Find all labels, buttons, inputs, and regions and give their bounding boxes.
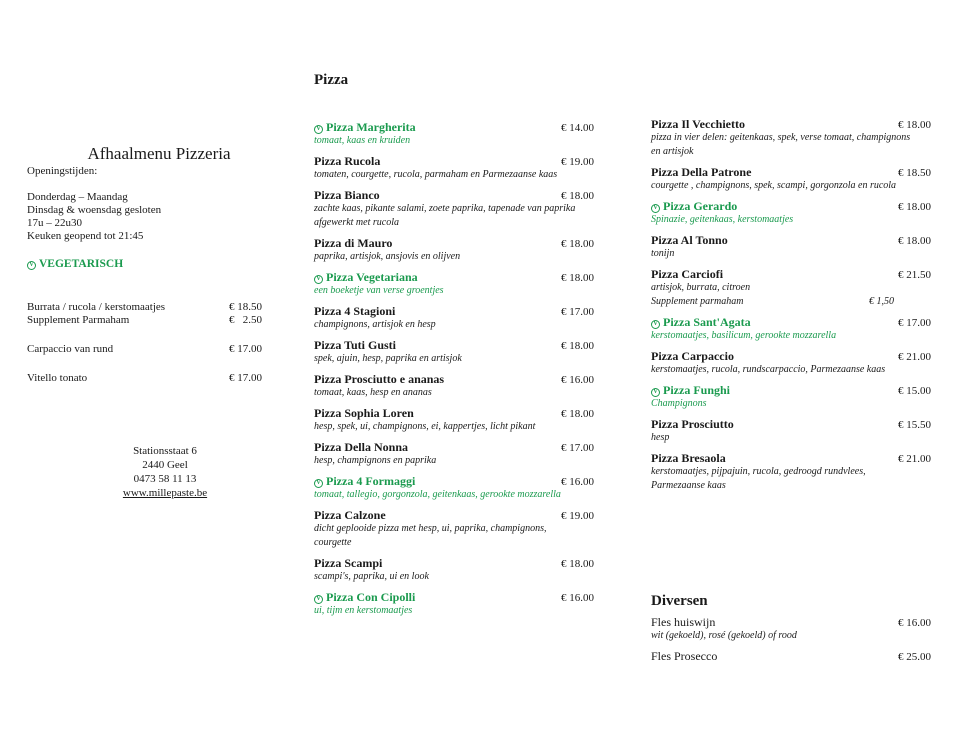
item-price: € 18.00 [561, 190, 594, 202]
item-price: € 18.00 [561, 558, 594, 570]
item-description: spek, ajuin, hesp, paprika en artisjok [314, 353, 462, 364]
item-price: € 18.00 [898, 119, 931, 131]
supplement-line: Supplement parmaham € 1,50 [651, 296, 894, 307]
vegetarian-icon: V [27, 261, 36, 270]
item-name: V Pizza Margherita [314, 120, 416, 134]
menu-item: Fles Prosecco € 25.00 [651, 649, 931, 663]
item-price: € 21.00 [898, 453, 931, 465]
item-name: Pizza Prosciutto e ananas [314, 372, 445, 386]
item-name: Pizza Bianco [314, 188, 380, 202]
item-description: kerstomaatjes, pijpajuin, rucola, gedroogd rundvlees, Parmezaanse kaas [651, 466, 866, 491]
item-price: € 18.00 [898, 201, 931, 213]
item-price: € 19.00 [561, 510, 594, 522]
phone: 0473 58 11 13 [133, 473, 197, 485]
item-description: ui, tijm en kerstomaatjes [314, 605, 413, 616]
menu-item [314, 270, 599, 298]
menu-item [314, 440, 599, 468]
item-price: € 14.00 [561, 122, 594, 134]
vegetarian-icon: V [314, 275, 323, 284]
item-price: € 19.00 [561, 156, 594, 168]
diversen-title: Diversen [651, 593, 708, 609]
menu-item: Fles huiswijn € 16.00 wit (gekoeld), rosé (gekoeld) of rood [651, 615, 931, 641]
menu-item [651, 383, 936, 411]
item-description: Spinazie, geitenkaas, kerstomaatjes [651, 214, 794, 225]
item-description: paprika, artisjok, ansjovis en olijven [314, 251, 461, 262]
item-description: dicht geplooide pizza met hesp, ui, paprika, champignons, courgette [314, 523, 547, 548]
item-price: € 16.00 [561, 592, 594, 604]
hours-line: Dinsdag & woensdag gesloten [27, 204, 162, 216]
item-name: V Pizza Sant'Agata [651, 315, 751, 329]
item-price: € 16.00 [561, 476, 594, 488]
item-name: V Pizza 4 Formaggi [314, 474, 415, 488]
item-price: € 18.00 [561, 272, 594, 284]
hours-line: Donderdag – Maandag [27, 191, 128, 203]
item-price: € 17.00 [898, 317, 931, 329]
item-name: Pizza Il Vecchietto [651, 117, 745, 131]
item-description: tomaten, courgette, rucola, parmaham en Parmezaanse kaas [314, 169, 558, 180]
item-price: € 18.00 [561, 238, 594, 250]
menu-item [314, 508, 599, 550]
item-name: Pizza Rucola [314, 154, 381, 168]
menu-title: Afhaalmenu Pizzeria [87, 144, 231, 163]
item-description: kerstomaatjes, basilicum, gerookte mozzarella [651, 330, 837, 341]
item-description: hesp [651, 432, 670, 443]
starter-item: Supplement Parmaham € 2.50 [27, 314, 262, 326]
item-name: Pizza di Mauro [314, 236, 393, 250]
vegetarian-icon: V [314, 479, 323, 488]
item-price: € 15.50 [898, 419, 931, 431]
pizza-section-title: Pizza [314, 72, 349, 88]
item-price: € 15.00 [898, 385, 931, 397]
menu-item [314, 236, 599, 264]
item-name: Pizza Calzone [314, 508, 386, 522]
item-name: Pizza Della Patrone [651, 165, 752, 179]
menu-item [314, 590, 599, 618]
item-price: € 18.50 [898, 167, 931, 179]
menu-item [651, 199, 936, 227]
item-price: € 18.00 [561, 408, 594, 420]
vegetarian-icon: V [314, 125, 323, 134]
vegetarian-icon: V [314, 595, 323, 604]
item-name: Pizza Scampi [314, 556, 383, 570]
item-name: V Pizza Con Cipolli [314, 590, 415, 604]
item-description: kerstomaatjes, rucola, rundscarpaccio, Parmezaanse kaas [651, 364, 886, 375]
starter-item: Burrata / rucola / kerstomaatjes € 18.50 [27, 301, 262, 313]
item-name: V Pizza Gerardo [651, 199, 737, 213]
item-name: V Pizza Funghi [651, 383, 730, 397]
item-description: artisjok, burrata, citroen [651, 282, 751, 293]
menu-item [651, 315, 936, 343]
starter-item: Carpaccio van rund € 17.00 [27, 343, 262, 355]
menu-item [651, 417, 936, 445]
hours-label: Openingstijden: [27, 165, 98, 177]
item-price: € 18.00 [561, 340, 594, 352]
item-description: hesp, spek, ui, champignons, ei, kappertjes, licht pikant [314, 421, 536, 432]
item-name: Pizza Carciofi [651, 267, 724, 281]
vegetarian-icon: V [651, 388, 660, 397]
item-description: tomaat, tallegio, gorgonzola, geitenkaas, gerookte mozzarella [314, 489, 561, 500]
menu-item [651, 117, 936, 159]
menu-item [314, 154, 599, 182]
item-name: Pizza 4 Stagioni [314, 304, 396, 318]
menu-item [314, 372, 599, 400]
diversen-section [651, 593, 936, 669]
info-column [27, 145, 267, 385]
menu-item [314, 556, 599, 584]
item-description: Champignons [651, 398, 707, 409]
menu-item [314, 304, 599, 332]
item-description: champignons, artisjok en hesp [314, 319, 436, 330]
item-price: € 21.50 [898, 269, 931, 281]
item-price: € 18.00 [898, 235, 931, 247]
menu-item [314, 406, 599, 434]
vegetarian-icon: V [651, 320, 660, 329]
menu-item [314, 120, 599, 148]
menu-item [314, 474, 599, 502]
website-link[interactable]: www.millepaste.be [122, 487, 208, 499]
item-name: Pizza Sophia Loren [314, 406, 414, 420]
item-price: € 21.00 [898, 351, 931, 363]
item-name: Pizza Della Nonna [314, 440, 408, 454]
menu-item [314, 338, 599, 366]
item-name: Pizza Carpaccio [651, 349, 734, 363]
item-description: scampi's, paprika, ui en look [314, 571, 429, 582]
item-description: tomaat, kaas, hesp en ananas [314, 387, 432, 398]
address-block [90, 444, 240, 500]
menu-item [651, 165, 936, 193]
item-description: tomaat, kaas en kruiden [314, 135, 411, 146]
item-description: hesp, champignons en paprika [314, 455, 437, 466]
item-description: een boeketje van verse groentjes [314, 285, 444, 296]
item-name: V Pizza Vegetariana [314, 270, 418, 284]
item-name: Pizza Bresaola [651, 451, 726, 465]
item-name: Pizza Al Tonno [651, 233, 728, 247]
pizza-list-1 [314, 120, 599, 624]
hours-line: Keuken geopend tot 21:45 [27, 230, 144, 242]
menu-item [651, 267, 936, 309]
street: Stationsstaat 6 [133, 445, 197, 457]
item-price: € 17.00 [561, 306, 594, 318]
menu-item [651, 349, 936, 377]
vegetarian-legend: V VEGETARISCH [27, 258, 267, 271]
item-description: pizza in vier delen: geitenkaas, spek, verse tomaat, champignons en artisjok [651, 132, 911, 157]
pizza-list-2 [651, 117, 936, 499]
menu-item [651, 451, 936, 493]
item-price: € 16.00 [561, 374, 594, 386]
menu-item [314, 188, 599, 230]
item-name: Pizza Tuti Gusti [314, 338, 397, 352]
starter-item: Vitello tonato € 17.00 [27, 372, 262, 384]
item-description: zachte kaas, pikante salami, zoete paprika, tapenade van paprika afgewerkt met rucola [314, 203, 576, 228]
item-description: courgette , champignons, spek, scampi, gorgonzola en rucola [651, 180, 897, 191]
item-price: € 17.00 [561, 442, 594, 454]
hours-line: 17u – 22u30 [27, 217, 82, 229]
city: 2440 Geel [142, 459, 188, 471]
item-description: tonijn [651, 248, 675, 259]
vegetarian-icon: V [651, 204, 660, 213]
menu-item [651, 233, 936, 261]
item-name: Pizza Prosciutto [651, 417, 734, 431]
